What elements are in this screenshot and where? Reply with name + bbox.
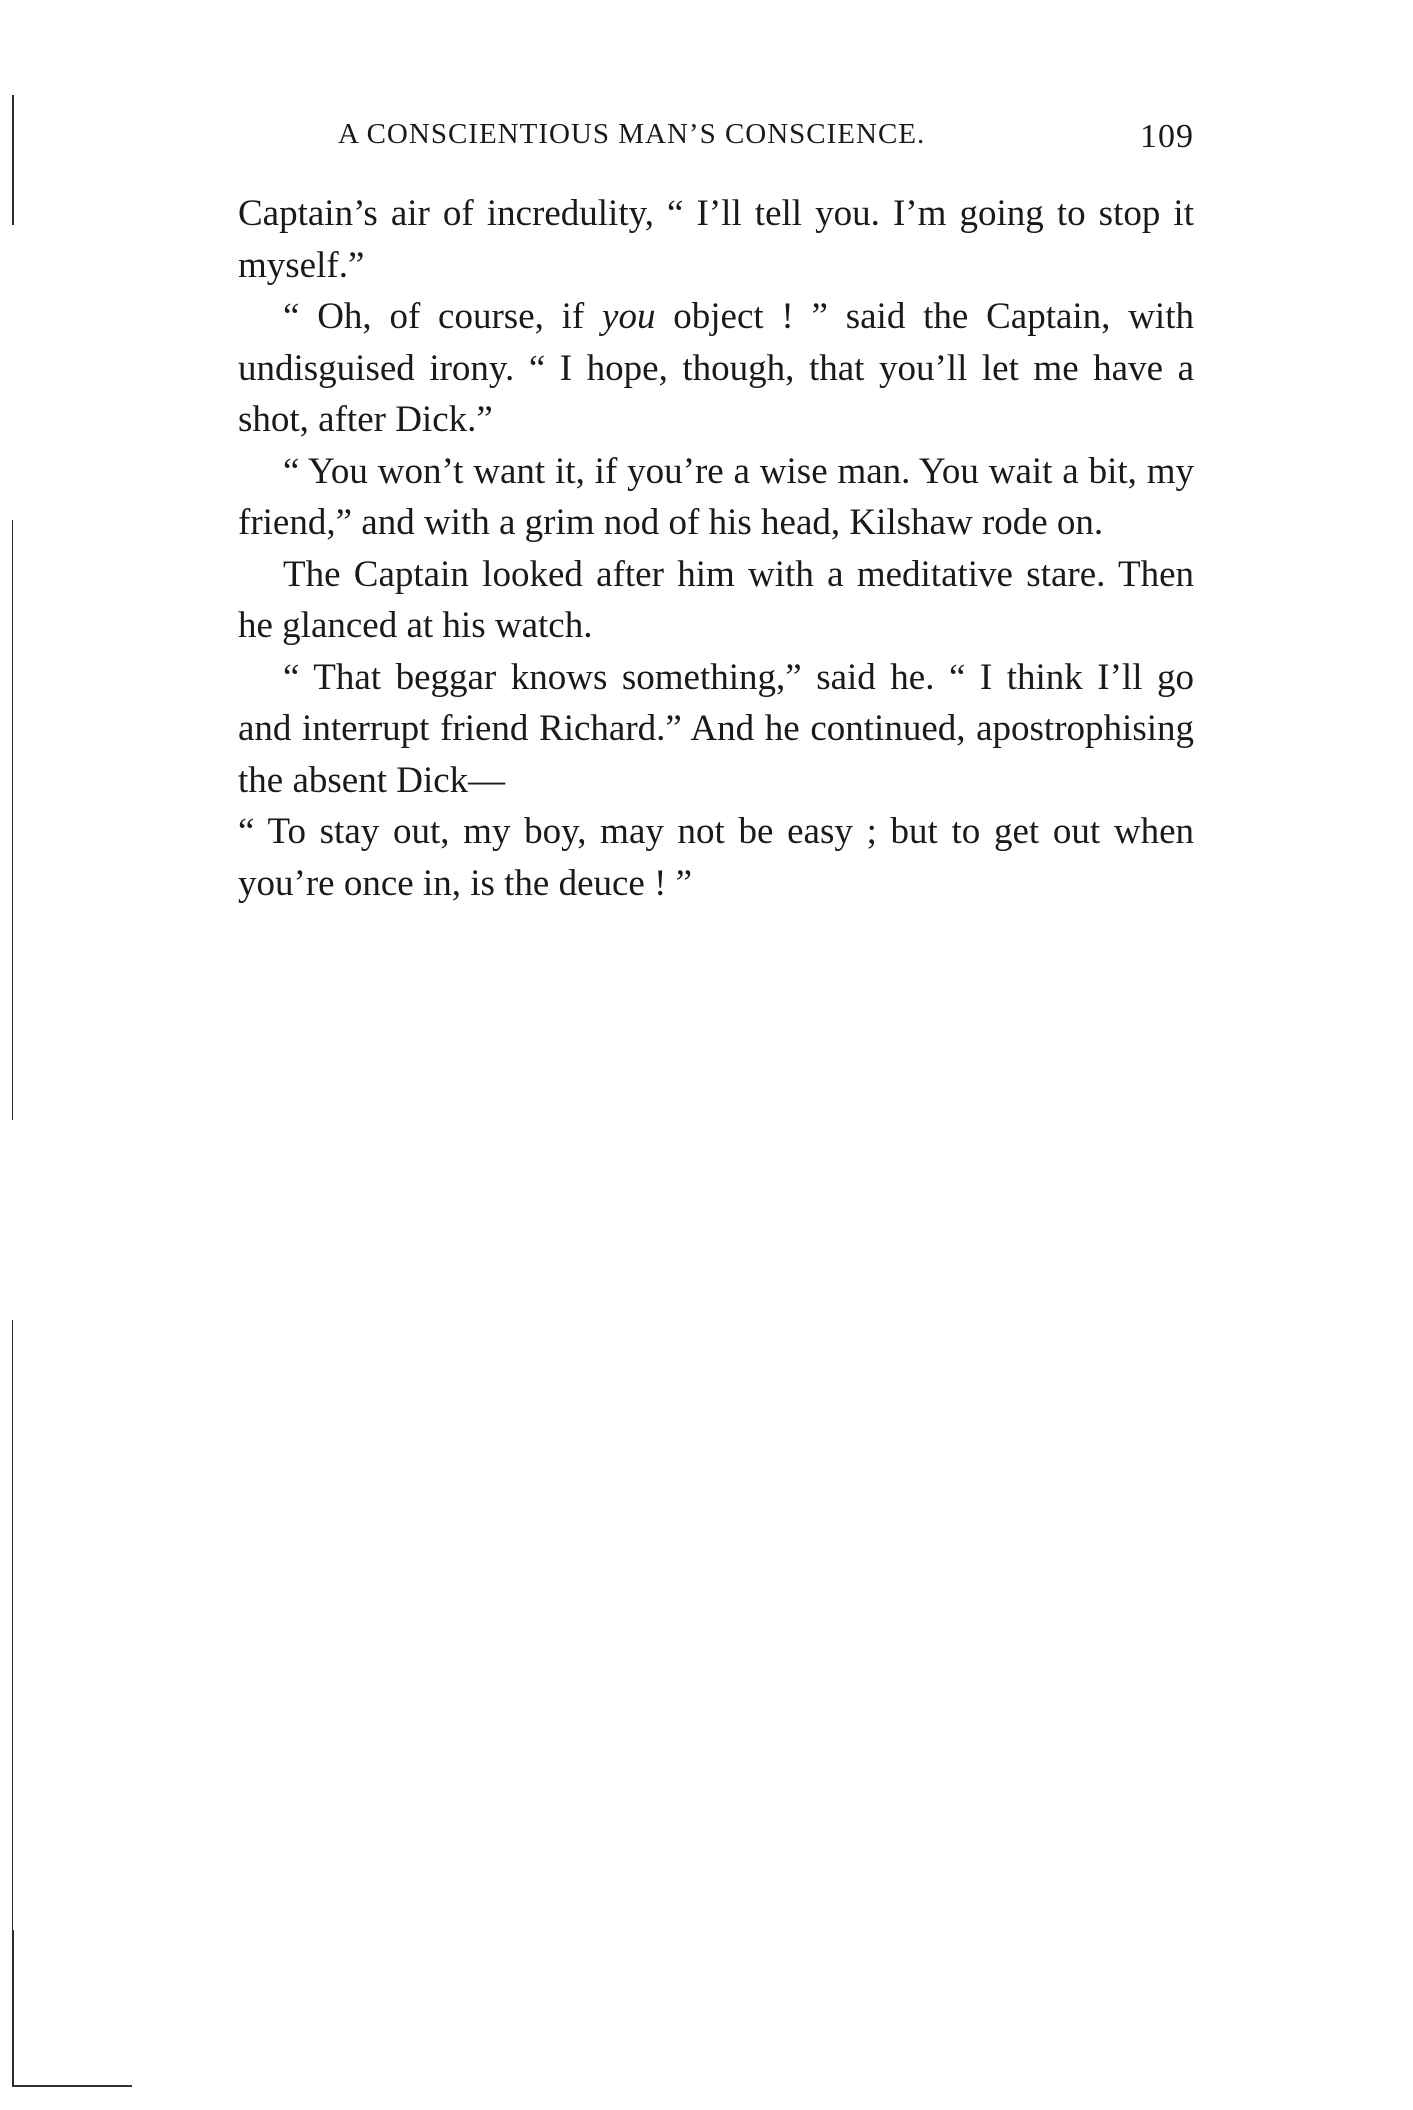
paragraph-2 — [238, 291, 1194, 446]
paragraph-4: The Captain looked after him with a meditative stare. Then he glanced at his watch. — [238, 553, 1194, 646]
paragraph-6: “ To stay out, my boy, may not be easy ; but to get out when you’re once in, is the deuce ! ” — [238, 811, 1194, 904]
paragraph-1: Captain’s air of incredulity, “ I’ll tell you. I’m going to stop it myself.” — [238, 193, 1194, 286]
gutter-line-lower — [12, 1320, 13, 2020]
paragraph-2-start: “ Oh, of course, if — [283, 296, 603, 337]
paragraph-2-emphasis: you — [602, 296, 656, 337]
body-text — [238, 188, 1194, 909]
paragraph-3: “ You won’t want it, if you’re a wise man. You wait a bit, my friend,” and with a grim nod of his head, Kilshaw rode on. — [238, 450, 1194, 543]
running-head — [238, 118, 1194, 158]
gutter-line-bottom — [12, 1930, 14, 2085]
paragraph-2-end: object ! ” said the Captain, with undisguised irony. “ I hope, though, that you’ll let me have a shot, after Dick.” — [238, 296, 1194, 440]
page-number: 109 — [1140, 118, 1194, 155]
gutter-line-mid — [12, 520, 13, 1120]
gutter-line-top — [12, 95, 14, 225]
running-head-title: A CONSCIENTIOUS MAN’S CONSCIENCE. — [338, 118, 926, 150]
bottom-rule — [12, 2085, 132, 2087]
paragraph-5: “ That beggar knows something,” said he. “ I think I’ll go and interrupt friend Richard.” And he continued, apostrophising the absent Dick— — [238, 656, 1194, 801]
